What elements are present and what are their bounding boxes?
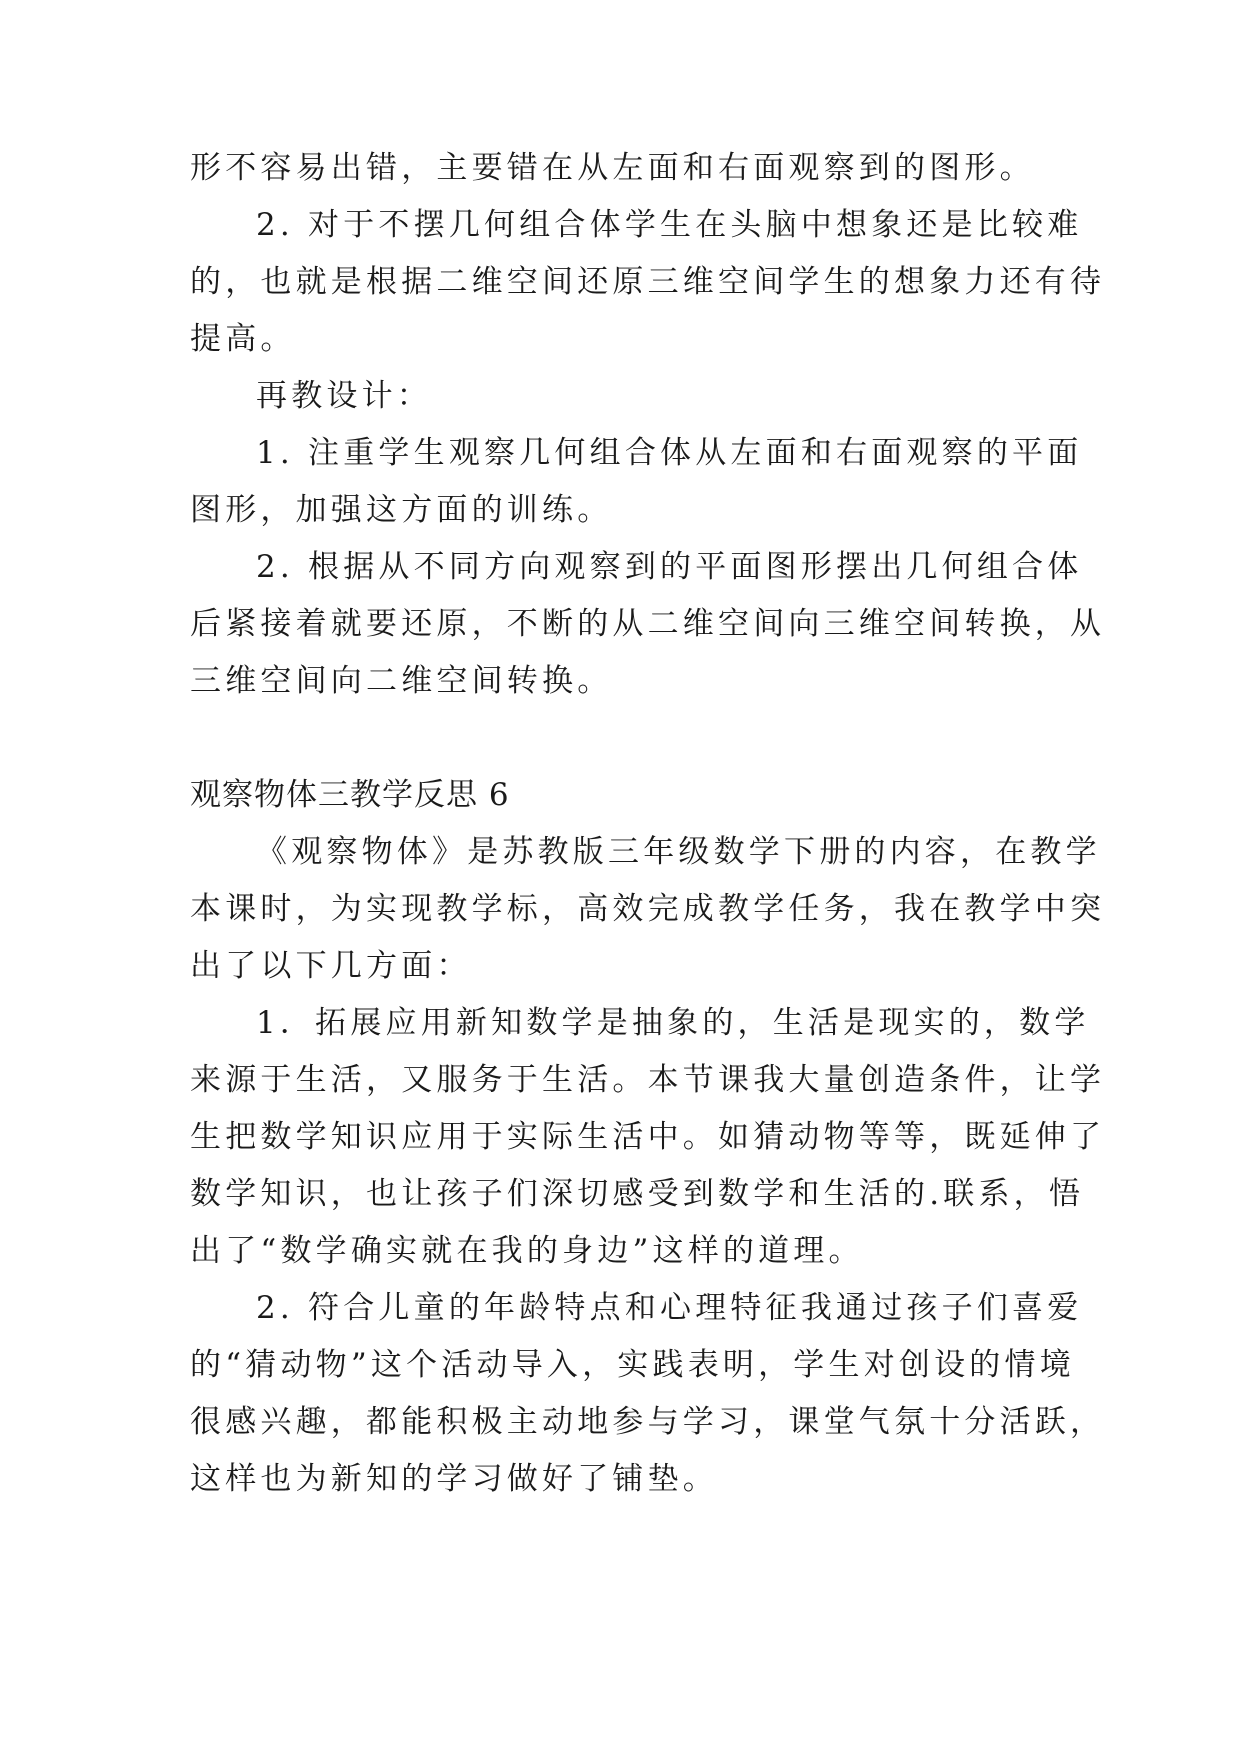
paragraph-line: 来源于生活，又服务于生活。本节课我大量创造条件，让学: [190, 1062, 1106, 1098]
paragraph-line: 很感兴趣，都能积极主动地参与学习，课堂气氛十分活跃，: [190, 1404, 1106, 1440]
paragraph-line: 再教设计：: [256, 378, 432, 414]
paragraph-line: 这样也为新知的学习做好了铺垫。: [190, 1461, 718, 1497]
paragraph-line: 出了“数学确实就在我的身边”这样的道理。: [190, 1233, 864, 1269]
paragraph-line: 出了以下几方面：: [190, 948, 472, 984]
paragraph-line: 《观察物体》是苏教版三年级数学下册的内容，在教学: [256, 834, 1101, 870]
paragraph-line: 形不容易出错，主要错在从左面和右面观察到的图形。: [190, 150, 1035, 186]
paragraph-line: 生把数学知识应用于实际生活中。如猜动物等等，既延伸了: [190, 1119, 1106, 1155]
paragraph-line: 图形，加强这方面的训练。: [190, 492, 613, 528]
paragraph-line: 2. 对于不摆几何组合体学生在头脑中想象还是比较难: [256, 207, 1083, 243]
paragraph-line: 1. 注重学生观察几何组合体从左面和右面观察的平面: [256, 435, 1083, 471]
paragraph-line: 2. 符合儿童的年龄特点和心理特征我通过孩子们喜爱: [256, 1290, 1083, 1326]
paragraph-line: 2. 根据从不同方向观察到的平面图形摆出几何组合体: [256, 549, 1083, 585]
section-heading: 观察物体三教学反思 6: [190, 777, 510, 813]
paragraph-line: 的，也就是根据二维空间还原三维空间学生的想象力还有待: [190, 264, 1106, 300]
paragraph-line: 三维空间向二维空间转换。: [190, 663, 613, 699]
paragraph-line: 1．拓展应用新知数学是抽象的，生活是现实的，数学: [256, 1005, 1090, 1041]
paragraph-line: 的“猜动物”这个活动导入，实践表明，学生对创设的情境: [190, 1347, 1075, 1383]
paragraph-line: 提高。: [190, 321, 296, 357]
paragraph-line: 数学知识，也让孩子们深切感受到数学和生活的.联系，悟: [190, 1176, 1085, 1212]
paragraph-line: 本课时，为实现教学标，高效完成教学任务，我在教学中突: [190, 891, 1106, 927]
paragraph-line: 后紧接着就要还原，不断的从二维空间向三维空间转换，从: [190, 606, 1106, 642]
